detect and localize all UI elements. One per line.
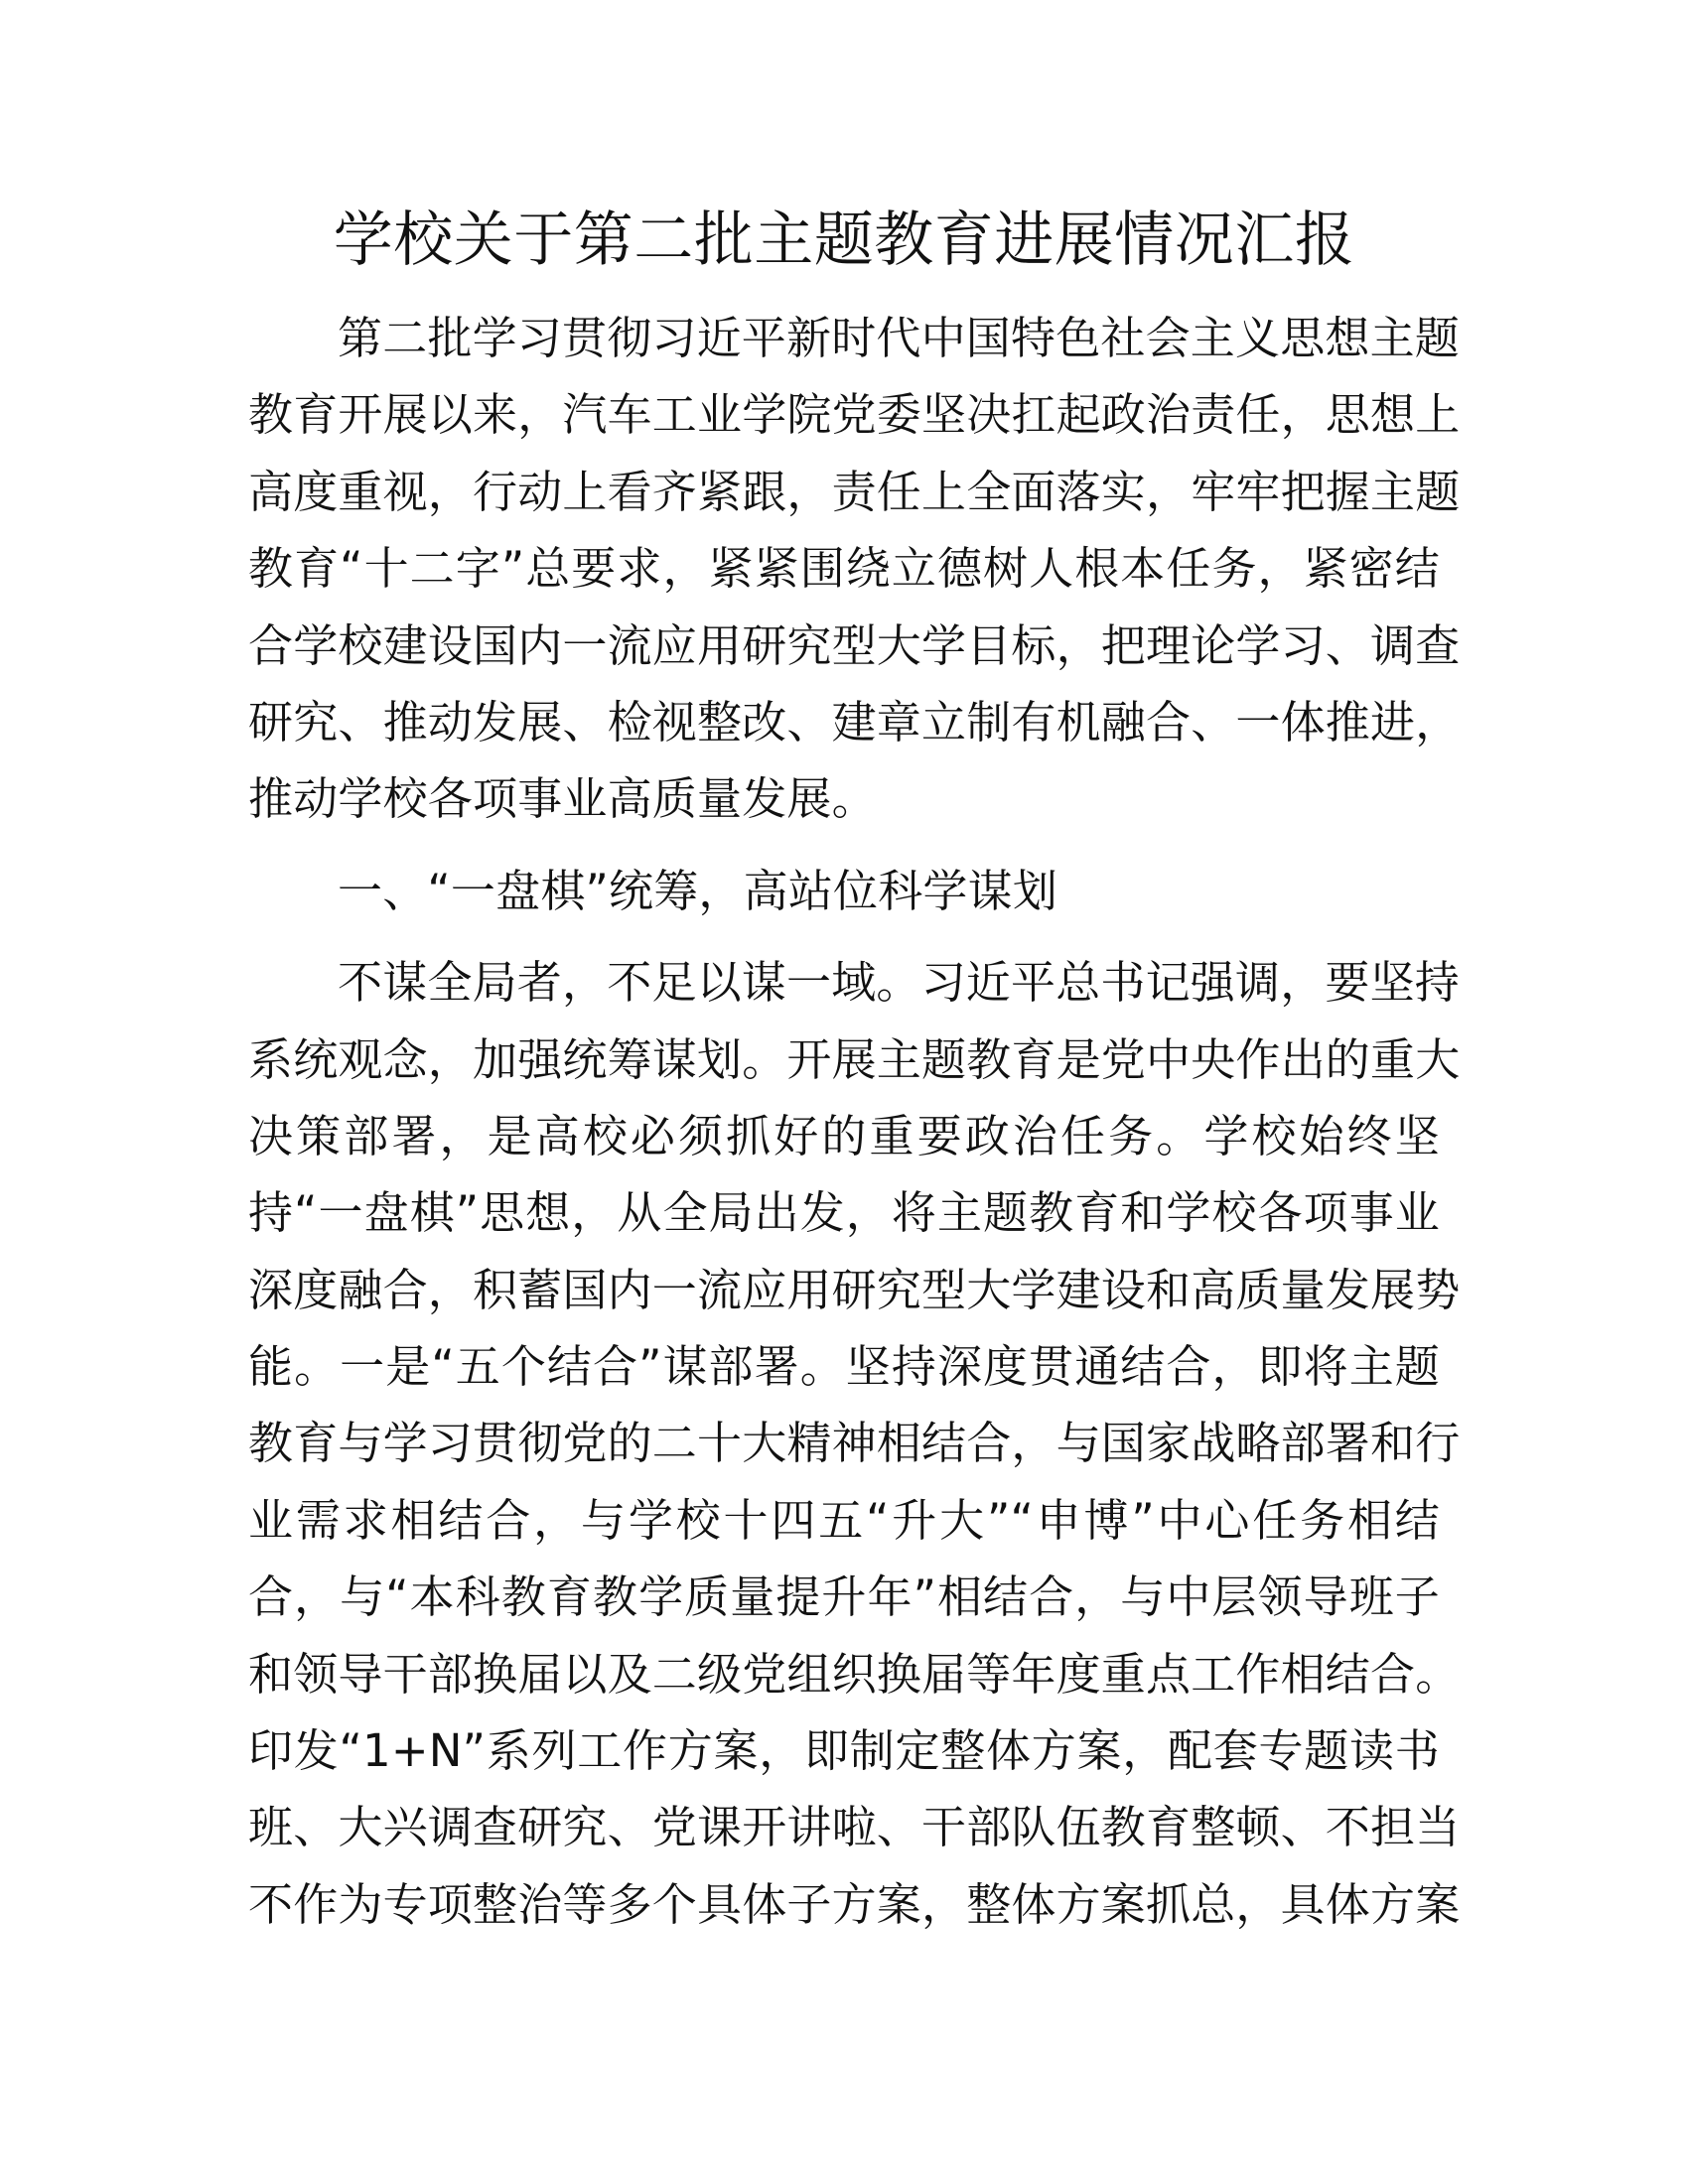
paragraph-line: 能。一是“五个结合”谋部署。坚持深度贯通结合，即将主题 [248,1340,1440,1394]
paragraph-spacer [248,838,1440,853]
paragraph-line: 合学校建设国内一流应用研究型大学目标，把理论学习、调查 [248,618,1461,672]
document-title: 学校关于第二批主题教育进展情况汇报 [333,205,1355,275]
paragraph-line: 业需求相结合，与学校十四五“升大”“申博”中心任务相结 [248,1493,1440,1547]
paragraph-line: 不作为专项整治等多个具体子方案，整体方案抓总，具体方案 [248,1877,1461,1931]
section-heading: 一、“一盘棋”统筹，高站位科学谋划 [338,864,1058,917]
paragraph-line: 系统观念，加强统筹谋划。开展主题教育是党中央作出的重大 [248,1032,1461,1086]
paragraph-section1 [248,944,1461,1943]
paragraph-line: 研究、推动发展、检视整改、建章立制有机融合、一体推进， [248,695,1461,749]
paragraph-line: 推动学校各项事业高质量发展。 [248,772,877,826]
paragraph-line: 持“一盘棋”思想，从全局出发，将主题教育和学校各项事业 [248,1186,1440,1240]
paragraph-line: 和领导干部换届以及二级党组织换届等年度重点工作相结合。 [248,1647,1461,1701]
paragraph-line: 第二批学习贯彻习近平新时代中国特色社会主义思想主题 [338,312,1461,364]
paragraph-line: 教育与学习贯彻党的二十大精神相结合，与国家战略部署和行 [248,1417,1461,1470]
paragraph-line: 合，与“本科教育教学质量提升年”相结合，与中层领导班子 [248,1570,1440,1624]
paragraph-line: 班、大兴调查研究、党课开讲啦、干部队伍教育整顿、不担当 [248,1801,1461,1854]
paragraph-spacer [248,929,1440,944]
paragraph-intro [248,300,1461,838]
paragraph-line: 不谋全局者，不足以谋一域。习近平总书记强调，要坚持 [338,956,1461,1010]
paragraph-line: 印发“1+N”系列工作方案，即制定整体方案，配套专题读书 [248,1724,1440,1778]
paragraph-line: 教育开展以来，汽车工业学院党委坚决扛起政治责任，思想上 [248,388,1461,442]
paragraph-line: 高度重视，行动上看齐紧跟，责任上全面落实，牢牢把握主题 [248,465,1461,518]
paragraph-line: 深度融合，积蓄国内一流应用研究型大学建设和高质量发展势 [248,1263,1461,1316]
paragraph-line: 教育“十二字”总要求，紧紧围绕立德树人根本任务，紧密结 [248,542,1440,596]
paragraph-line: 决策部署，是高校必须抓好的重要政治任务。学校始终坚 [248,1109,1440,1162]
document-body [248,300,1461,1943]
